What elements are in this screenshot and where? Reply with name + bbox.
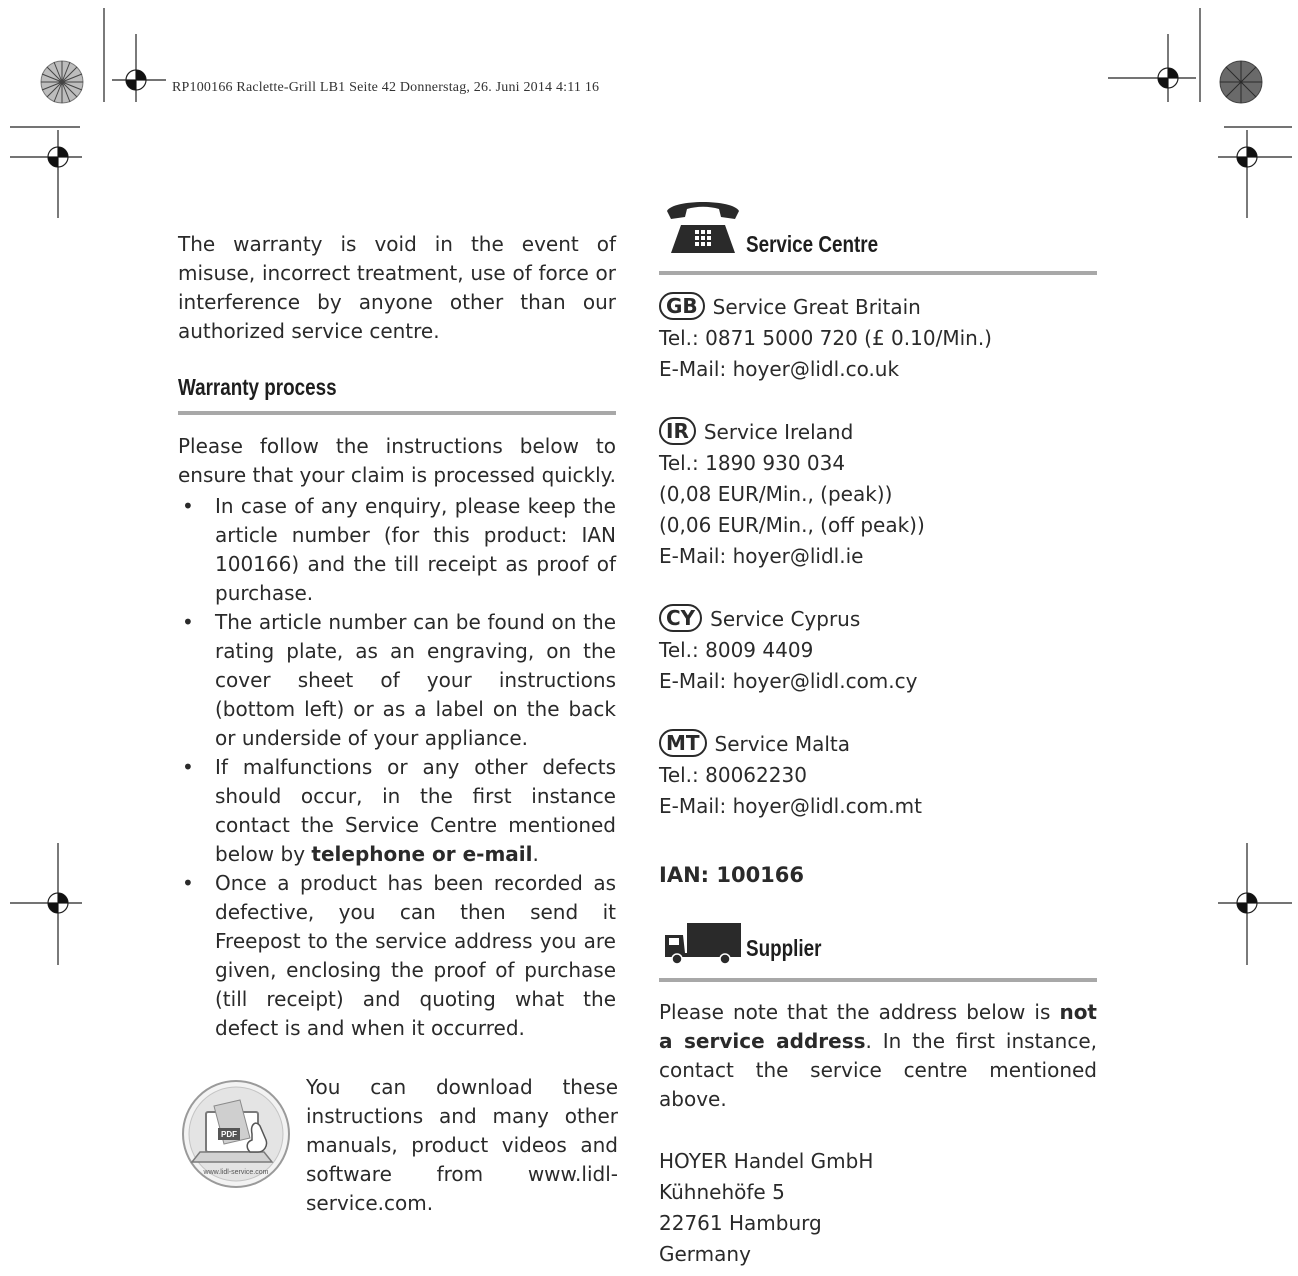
service-name: Service Ireland (703, 420, 854, 444)
bullet-glyph: • (182, 871, 194, 895)
address-line: Kühnehöfe 5 (659, 1180, 785, 1204)
pdf-label: PDF (221, 1130, 237, 1139)
truck-icon (663, 921, 743, 965)
service-tel: Tel.: 1890 930 034 (659, 451, 846, 475)
country-badge: IR (659, 417, 696, 445)
service-tel: Tel.: 0871 5000 720 (£ 0.10/Min.) (659, 326, 992, 350)
list-item: • The article number can be found on the rating plate, as an engraving, on the cover sheet of your instructions (bottom left) or as a label on the back or underside of your appliance. (182, 610, 616, 750)
warranty-void-paragraph: The warranty is void in the event of misuse, incorrect treatment, use of force or interference by anyone other than our authorized service centre. (178, 232, 616, 343)
service-centre-header (659, 195, 1097, 257)
heading-rule (659, 271, 1097, 275)
country-badge: CY (659, 604, 702, 632)
service-block-cy (659, 604, 1097, 697)
service-email: E-Mail: hoyer@lidl.com.mt (659, 794, 922, 818)
service-rate-peak: (0,08 EUR/Min., (peak)) (659, 482, 893, 506)
service-email: E-Mail: hoyer@lidl.co.uk (659, 357, 900, 381)
bullet-glyph: • (182, 610, 194, 634)
service-block-mt (659, 729, 1097, 822)
icon-url-label: www.lidl-service.com (203, 1169, 269, 1176)
bullet-glyph: • (182, 755, 194, 779)
address-line: Germany (659, 1242, 751, 1266)
service-email: E-Mail: hoyer@lidl.ie (659, 544, 864, 568)
service-name: Service Great Britain (712, 295, 921, 319)
address-line: HOYER Handel GmbH (659, 1149, 874, 1173)
country-badge: MT (659, 729, 707, 757)
service-name: Service Cyprus (710, 607, 861, 631)
right-column (659, 195, 1097, 1270)
heading-rule (659, 978, 1097, 982)
supplier-header (659, 917, 1097, 967)
supplier-note: Please note that the address below is not a service address. In the first instance, contact the service centre mentioned above. (659, 1000, 1097, 1111)
service-tel: Tel.: 8009 4409 (659, 638, 814, 662)
list-item: • In case of any enquiry, please keep the article number (for this product: IAN 100166) and the till receipt as proof of purchase. (182, 494, 616, 605)
supplier-address (659, 1146, 1097, 1270)
service-block-ir (659, 417, 1097, 572)
lidl-service-download-icon (180, 1078, 292, 1190)
service-centre-heading: Service Centre (746, 231, 879, 257)
country-badge: GB (659, 292, 705, 320)
address-line: 22761 Hamburg (659, 1211, 822, 1235)
list-item: • Once a product has been recorded as defective, you can then send it Freepost to the service address you are given, enclosing the proof of purchase (till receipt) and quoting what the defect is and when it occurred. (182, 871, 616, 1040)
contact-method-emphasis: telephone or e-mail (311, 842, 533, 866)
telephone-icon (663, 197, 743, 257)
service-email: E-Mail: hoyer@lidl.com.cy (659, 669, 918, 693)
service-list (659, 292, 1097, 822)
service-name: Service Malta (714, 732, 850, 756)
process-intro: Please follow the instructions below to ensure that your claim is processed quickly. (178, 434, 616, 487)
service-block-gb (659, 292, 1097, 385)
list-item: • If malfunctions or any other defects should occur, in the first instance contact the Service Centre mentioned below by telephone or e-mail. (182, 755, 616, 866)
download-paragraph: You can download these instructions and many other manuals, product videos and software from www.lidl-service.com. (306, 1075, 618, 1215)
bullet-glyph: • (182, 494, 194, 518)
not-service-address-emphasis: not a service address (659, 1000, 1097, 1053)
service-rate-offpeak: (0,06 EUR/Min., (off peak)) (659, 513, 925, 537)
warranty-process-heading: Warranty process (178, 374, 337, 400)
heading-rule (178, 411, 616, 415)
process-bullet-list (178, 492, 616, 1043)
supplier-heading: Supplier (746, 935, 822, 961)
service-tel: Tel.: 80062230 (659, 763, 807, 787)
left-column (178, 230, 616, 1043)
ian-number: IAN: 100166 (659, 863, 805, 887)
print-header: RP100166 Raclette-Grill LB1 Seite 42 Donnerstag, 26. Juni 2014 4:11 16 (172, 80, 600, 95)
